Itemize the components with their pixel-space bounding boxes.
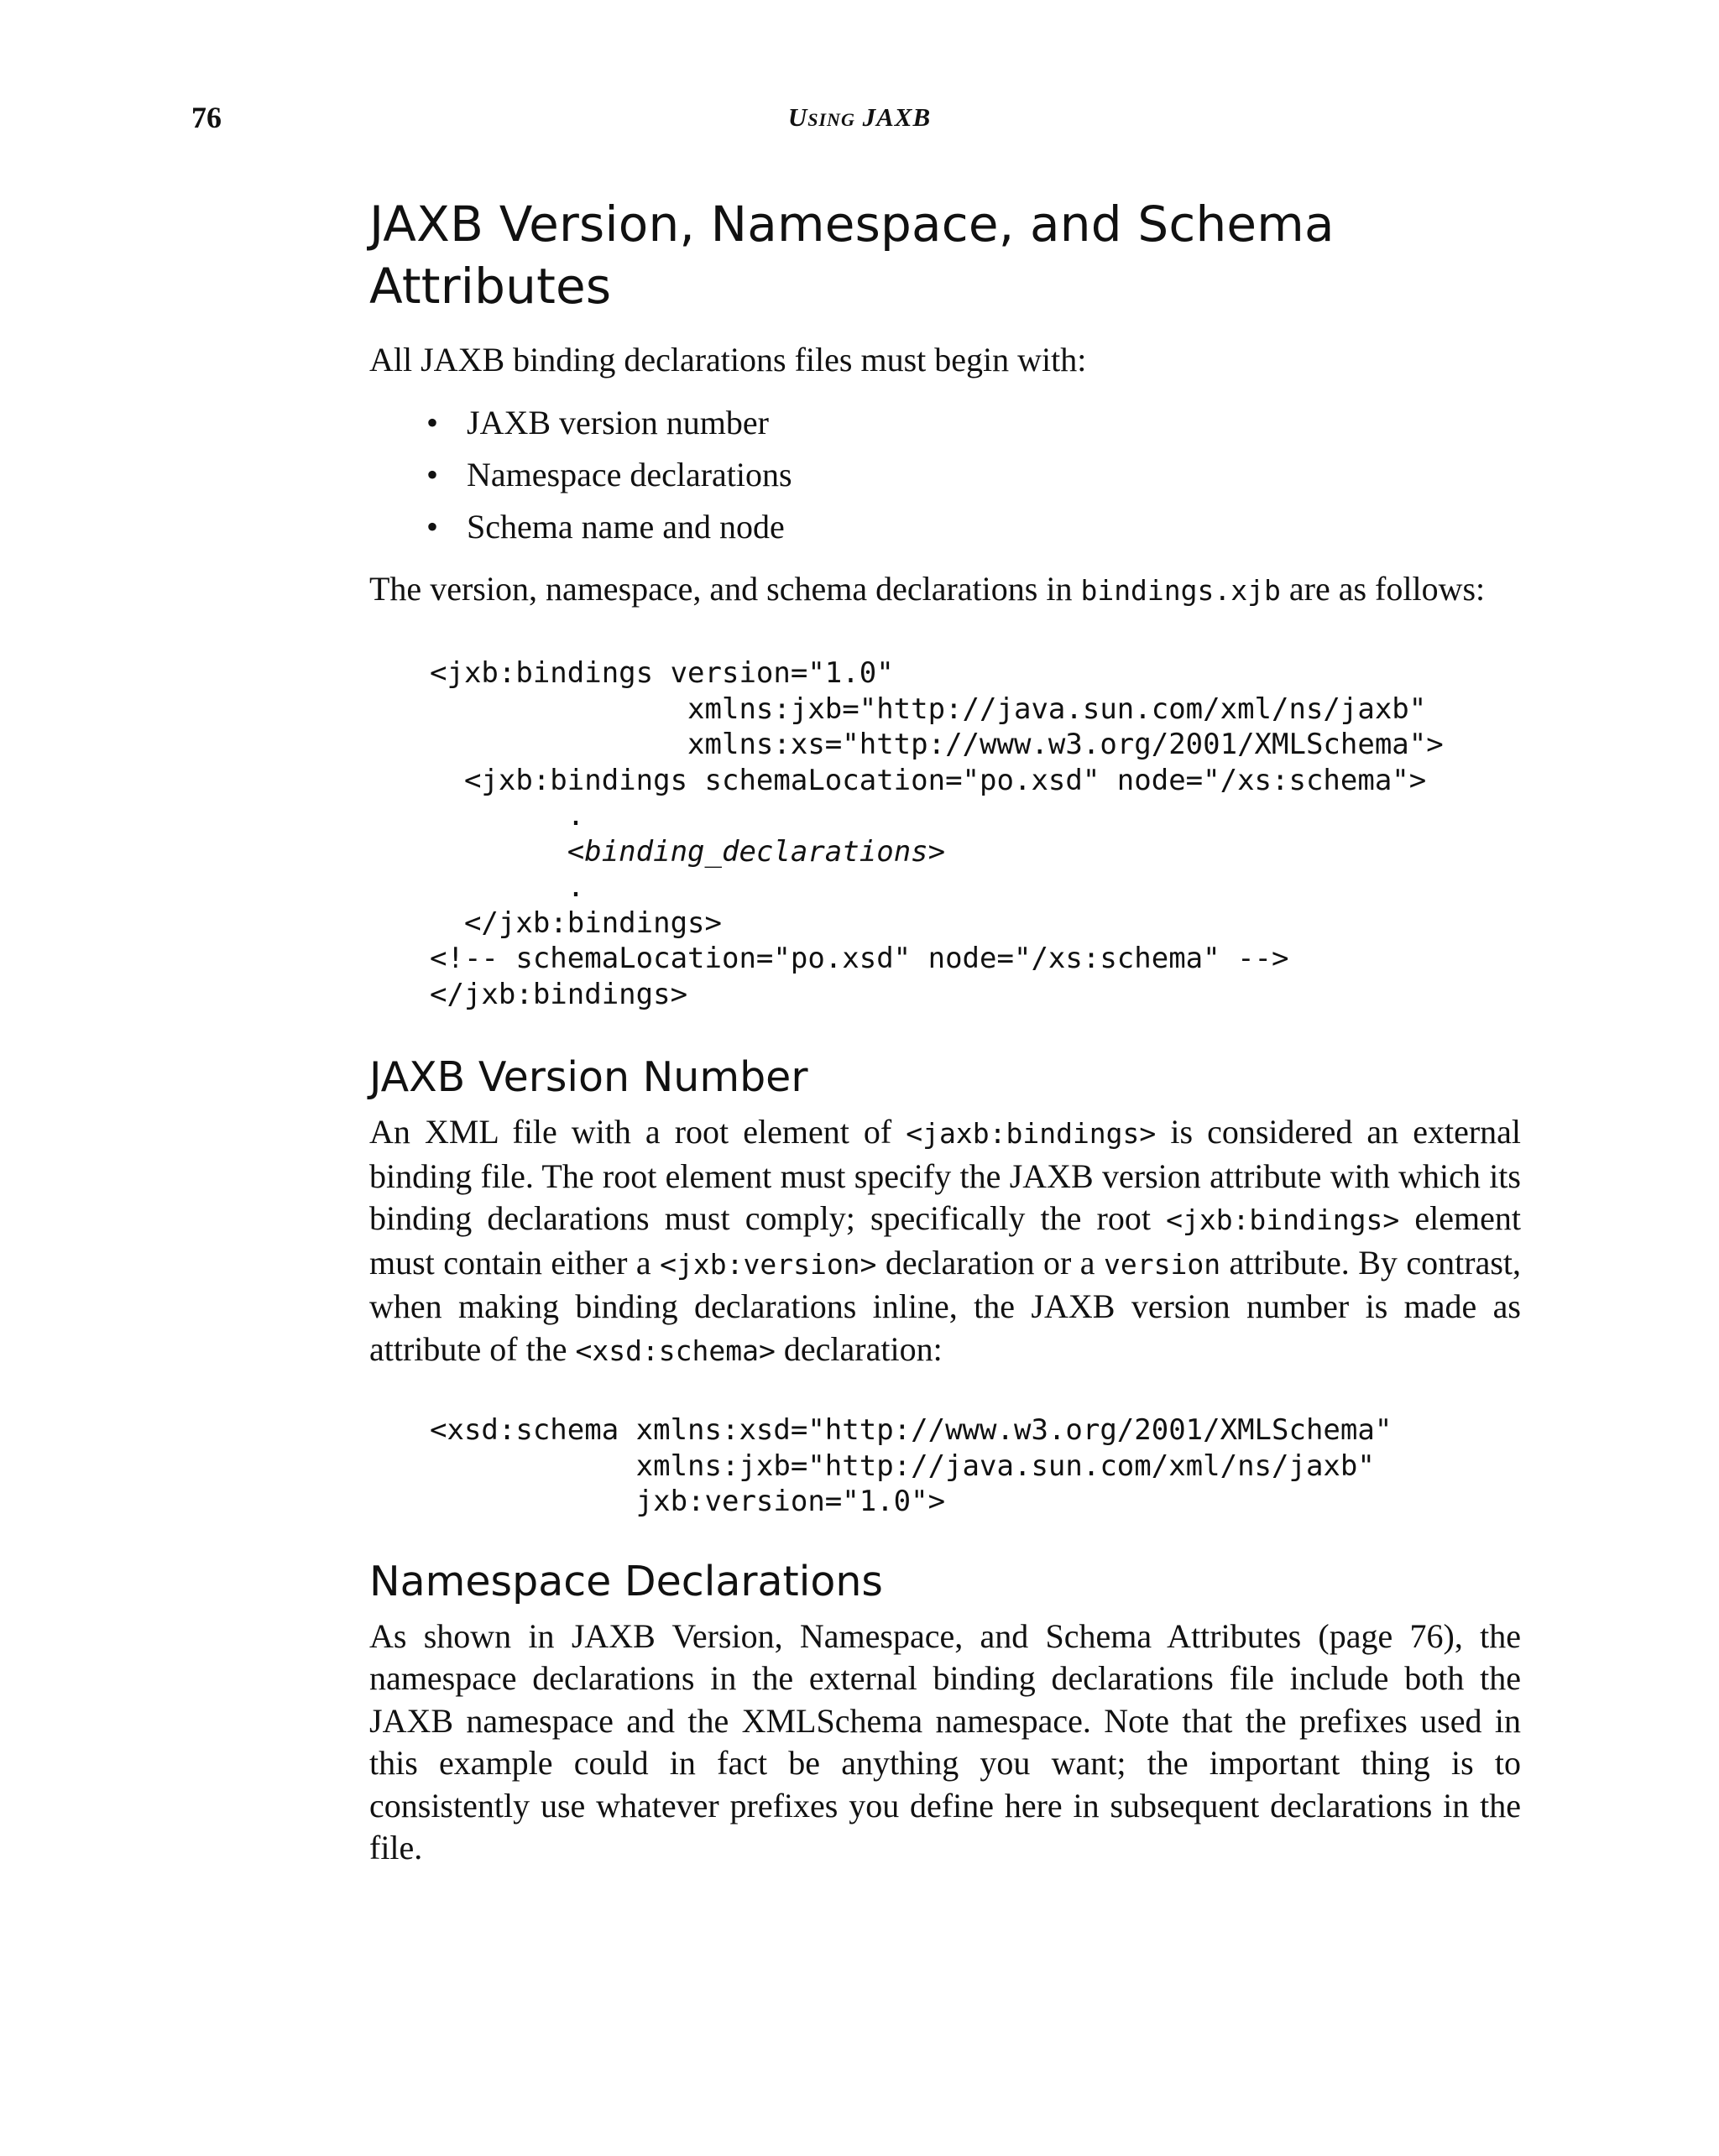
declarations-paragraph: The version, namespace, and schema declarations in bindings.xjb are as follows: bbox=[369, 569, 1486, 608]
inline-code-filename: bindings.xjb bbox=[1080, 573, 1281, 607]
running-title: Using JAXB bbox=[787, 102, 932, 132]
code-block-xsd-schema: <xsd:schema xmlns:xsd="http://www.w3.org/2001/XMLSchema" xmlns:jxb="http://java.sun.com/xml/ns/jaxb" jxb:version="1.0"> bbox=[430, 1413, 1392, 1518]
page-number: 76 bbox=[191, 101, 222, 134]
bullet-icon: • bbox=[426, 455, 439, 493]
version-number-paragraph: An XML file with a root element of <jaxb:bindings> is considered an external binding file. The root element must specify the JAXB version attribute with which its binding declarations must comply; specifically the root <jxb:bindings> element must contain either a <jxb:version> declaration or a version attribute. By contrast, when making binding declarations inline, the JAXB version number is made as attribute of the <xsd:schema> declaration: bbox=[369, 1113, 1522, 1368]
section-title-version-number: JAXB Version Number bbox=[369, 1053, 808, 1101]
placeholder-binding-declarations: <binding_declarations> bbox=[567, 834, 946, 869]
list-item: • Namespace declarations bbox=[369, 449, 1521, 501]
section-title-namespace-declarations: Namespace Declarations bbox=[369, 1557, 883, 1605]
intro-paragraph: All JAXB binding declarations files must begin with: bbox=[369, 341, 1087, 378]
section-title-attributes: JAXB Version, Namespace, and Schema Attributes bbox=[369, 196, 1335, 315]
namespace-paragraph: As shown in JAXB Version, Namespace, and Schema Attributes (page 76), the namespace declarations in the external binding declarations file include both the JAXB namespace and the XMLSchema namespace. Note that the prefixes used in this example could in fact be anything you want; the important thing is to consistently use whatever prefixes you define here in subsequent declarations in the file. bbox=[369, 1616, 1521, 1866]
bullet-icon: • bbox=[426, 403, 439, 441]
list-item: • JAXB version number bbox=[369, 397, 1521, 449]
code-block-bindings: <jxb:bindings version="1.0" xmlns:jxb="http://java.sun.com/xml/ns/jaxb" xmlns:xs="http://www.w3.org/2001/XMLSchema"> <jxb:bindings schemaLocation="po.xsd" node="/xs:schema"> . <binding_declarations> . </jxb:bindings> <!-- schemaLocation="po.xsd" node="/xs:schema" --> </jxb:bindings> bbox=[430, 656, 1444, 1011]
requirements-list bbox=[369, 397, 1521, 553]
list-item: • Schema name and node bbox=[369, 501, 1521, 553]
bullet-icon: • bbox=[426, 507, 439, 546]
page-content bbox=[369, 193, 1521, 1870]
